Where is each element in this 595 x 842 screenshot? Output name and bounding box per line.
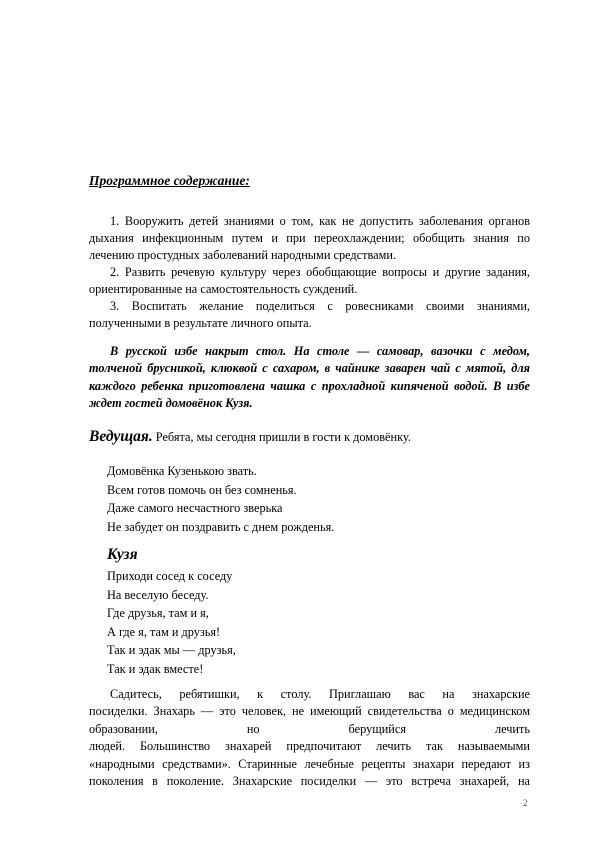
verse-line: Так и эдак вместе! bbox=[107, 661, 204, 676]
goal-3: 3. Воспитать желание поделиться с ровесниками своими знаниями, полученными в результате личного опыта. bbox=[89, 299, 530, 331]
verse-domovenok bbox=[107, 462, 548, 536]
host-speech: Ребята, мы сегодня пришли в гости к домовёнку. bbox=[152, 430, 411, 444]
verse-line: Даже самого несчастного зверька bbox=[107, 501, 283, 515]
scene-description: В русской избе накрыт стол. На столе — самовар, вазочки с медом, толченой брусникой, клюквой с сахаром, в чайнике заварен чай с мятой, для каждого ребенка приготовлена чашка с прохладной кипяченой водой. В избе ждет гостей домовёнок Кузя. bbox=[89, 344, 530, 411]
host-name: Ведущая. bbox=[89, 428, 153, 445]
paragraph-line: «народными средствами». Старинные лечебные рецепты знахари передают из bbox=[89, 756, 530, 771]
goal-2: 2. Развить речевую культуру через обобщающие вопросы и другие задания, ориентированные на самостоятельность суждений. bbox=[89, 265, 530, 297]
paragraph-line: Садитесь, ребятишки, к столу. Приглашаю вас на знахарские bbox=[110, 687, 530, 701]
verse-line: Приходи сосед к соседу bbox=[107, 569, 233, 583]
paragraph-line: образовании, но берущийся лечить bbox=[89, 721, 530, 736]
kuzya-name: Кузя bbox=[107, 546, 138, 563]
verse-line: Где друзья, там и я, bbox=[107, 606, 209, 620]
paragraph-line: посиделки. Знахарь — это человек, не имеющий свидетельства о медицинском bbox=[89, 704, 530, 719]
goal-1: 1. Вооружить детей знаниями о том, как не допустить заболевания органов дыхания инфекционным путем и при переохлаждении; обобщить знания по лечению простудных заболеваний народными средствами. bbox=[89, 214, 530, 263]
verse-line: А где я, там и друзья! bbox=[107, 624, 221, 639]
verse-line: На веселую беседу. bbox=[107, 587, 209, 602]
host-line bbox=[89, 428, 530, 446]
healers-paragraph bbox=[89, 686, 530, 790]
program-content-heading: Программное содержание: bbox=[89, 173, 250, 188]
verse-line: Не забудет он поздравить с днем рожденья. bbox=[107, 519, 335, 534]
paragraph-line: поколения в поколение. Знахарские посиделки — это встреча знахарей, на bbox=[89, 774, 530, 789]
paragraph-line: людей. Большинство знахарей предпочитают лечить так называемыми bbox=[89, 739, 530, 754]
verse-line: Всем готов помочь он без сомненья. bbox=[107, 482, 297, 497]
verse-kuzya bbox=[107, 567, 548, 678]
verse-line: Домовёнка Кузенькою звать. bbox=[107, 464, 257, 478]
verse-line: Так и эдак мы — друзья, bbox=[107, 643, 236, 657]
page-number: 2 bbox=[523, 798, 528, 808]
